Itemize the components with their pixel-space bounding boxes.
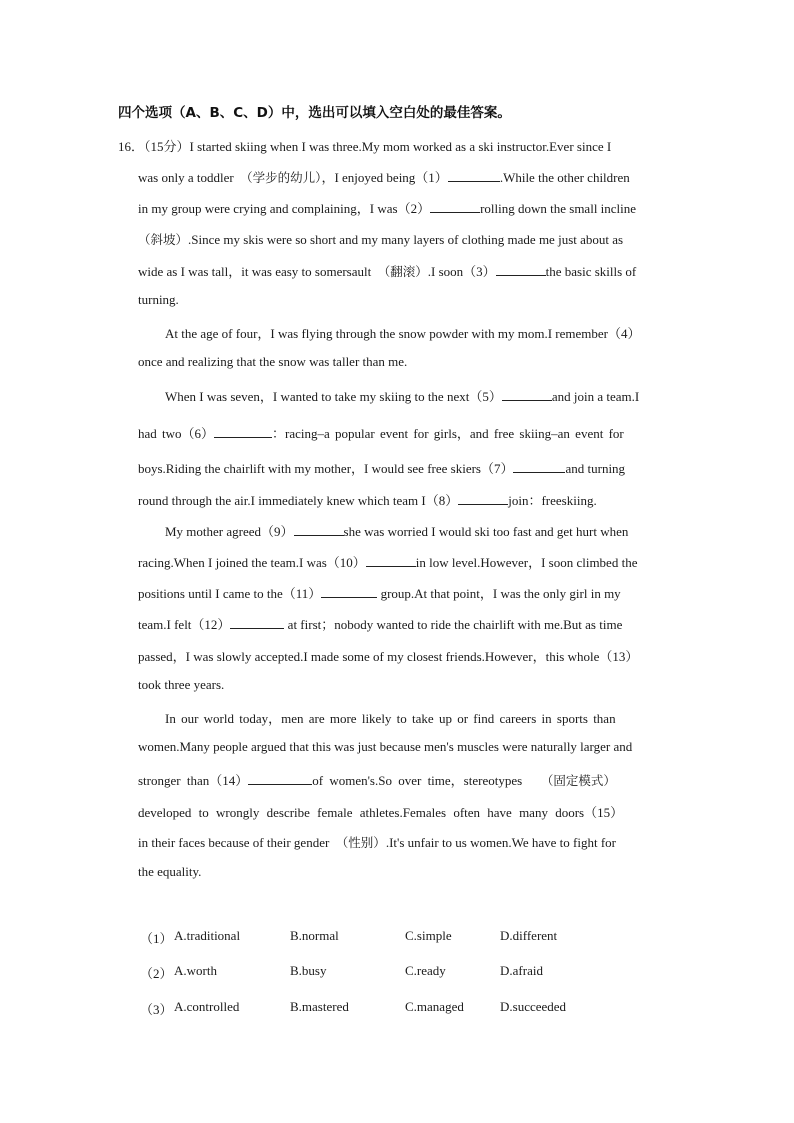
passage-line-9: When I was seven，I wanted to take my skiing to the next（5） and join a team.I: [165, 389, 640, 404]
option-c[interactable]: C.ready: [405, 963, 446, 978]
option-c[interactable]: C.simple: [405, 928, 452, 943]
blank-5: [502, 388, 552, 401]
passage-line-15: positions until I came to the（11） group.At that point，I was the only girl in my: [138, 586, 621, 601]
passage-line-3: in my group were crying and complaining，I was（2） rolling down the small incline: [138, 201, 637, 216]
option-a[interactable]: A.controlled: [174, 999, 240, 1014]
blank-14: [248, 772, 312, 785]
blank-7: [513, 460, 565, 473]
option-b[interactable]: B.busy: [290, 963, 327, 978]
passage-line-16: team.I felt（12） at first；nobody wanted to ride the chairlift with me.But as time: [138, 617, 623, 632]
passage-line-21: stronger than（14） of women's.So over time，stereotypes （固定模式）: [138, 773, 616, 788]
option-c[interactable]: C.managed: [405, 999, 464, 1014]
passage-line-2: was only a toddler （学步的幼儿），I enjoyed being（1） .While the other children: [138, 170, 630, 185]
passage-line-13: My mother agreed（9） she was worried I would ski too fast and get hurt when: [165, 524, 629, 539]
passage-line-14: racing.When I joined the team.I was（10） in low level.However，I soon climbed the: [138, 555, 638, 570]
option-d[interactable]: D.succeeded: [500, 999, 567, 1014]
passage-line-18: took three years.: [138, 677, 225, 692]
question-number: 16．（15分）: [118, 139, 190, 154]
blank-11: [321, 585, 377, 598]
passage-line-5: wide as I was tall，it was easy to somersault （翻滚）.I soon（3） the basic skills of: [138, 264, 637, 279]
passage-line-7: At the age of four，I was flying through the snow powder with my mom.I remember（4）: [165, 326, 641, 341]
passage-line-4: （斜坡）.Since my skis were so short and my many layers of clothing made me just about as: [138, 232, 624, 247]
blank-9: [294, 523, 344, 536]
option-d[interactable]: D.afraid: [500, 963, 543, 978]
option-b[interactable]: B.normal: [290, 928, 339, 943]
passage-line-11: boys.Riding the chairlift with my mother，I would see free skiers（7） and turning: [138, 461, 626, 476]
passage-line-12: round through the air.I immediately knew which team I（8） join：freeskiing.: [138, 493, 597, 508]
blank-8: [458, 492, 508, 505]
blank-6: [214, 425, 272, 438]
passage-line-23: in their faces because of their gender （性别）.It's unfair to us women.We have to fight for: [138, 835, 616, 850]
passage-line-8: once and realizing that the snow was taller than me.: [138, 354, 408, 369]
blank-1: [448, 169, 500, 182]
passage-line-1: 16．（15分）I started skiing when I was three.My mom worked as a ski instructor.Ever since I: [118, 139, 612, 154]
option-d[interactable]: D.different: [500, 928, 558, 943]
option-b[interactable]: B.mastered: [290, 999, 349, 1014]
passage-line-24: the equality.: [138, 864, 202, 879]
option-a[interactable]: A.worth: [174, 963, 217, 978]
blank-3: [496, 263, 546, 276]
passage-line-17: passed，I was slowly accepted.I made some of my closest friends.However，this whole（13）: [138, 649, 639, 664]
option-number: （2）: [140, 966, 173, 981]
passage-line-10: had two（6） ：racing–a popular event for girls，and free skiing–an event for: [138, 426, 624, 441]
option-number: （3）: [140, 1002, 173, 1017]
option-a[interactable]: A.traditional: [174, 928, 241, 943]
passage-line-19: In our world today，men are more likely to take up or find careers in sports than: [165, 711, 616, 726]
passage-line-22: developed to wrongly describe female athletes.Females often have many doors（15）: [138, 805, 624, 820]
passage-line-6: turning.: [138, 292, 179, 307]
blank-12: [230, 616, 284, 629]
passage-line-20: women.Many people argued that this was just because men's muscles were naturally larger and: [138, 739, 633, 754]
blank-2: [430, 200, 480, 213]
option-number: （1）: [140, 931, 173, 946]
instruction-text: 四个选项（A、B、C、D）中，选出可以填入空白处的最佳答案。: [118, 105, 511, 121]
blank-10: [366, 554, 416, 567]
